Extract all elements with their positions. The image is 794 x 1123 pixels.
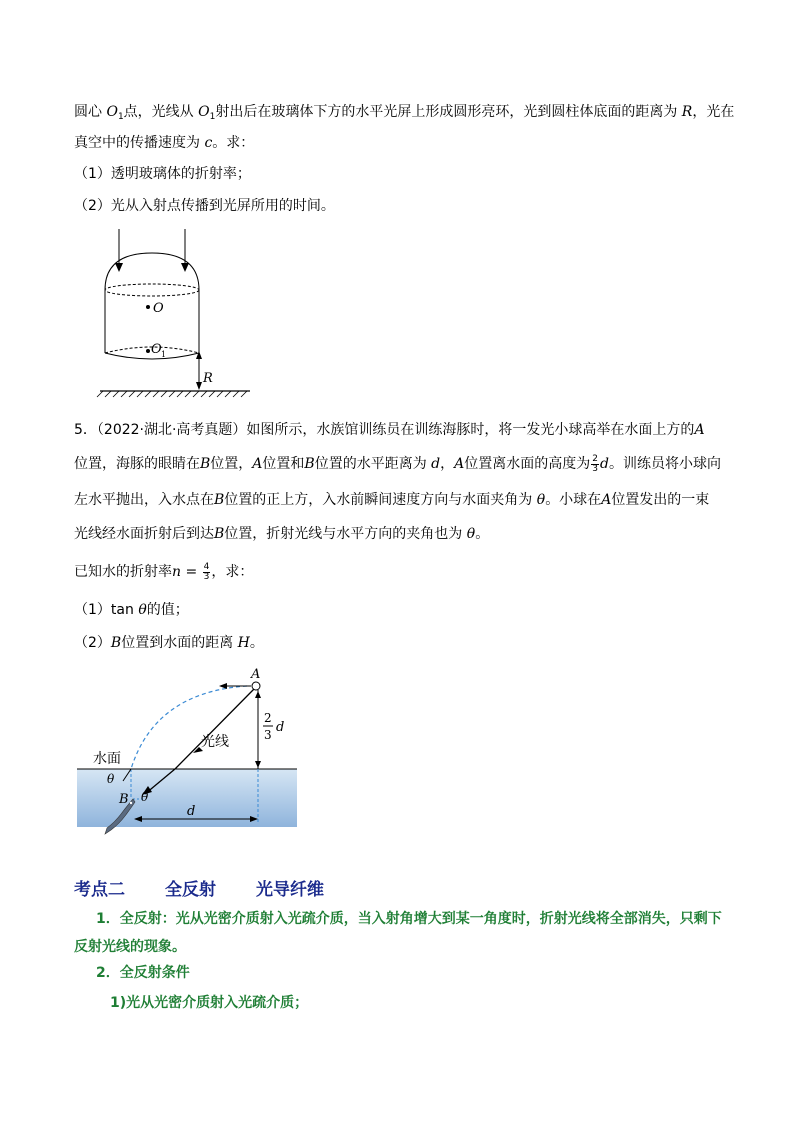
subscript: 1 [117,112,124,122]
var-O1: O [106,104,118,120]
text: 圆心 [74,104,107,120]
total-reflection-def-line2: 反射光线的现象。 [74,939,186,955]
text: 。小球在 [545,492,602,508]
figure-dolphin [75,664,305,839]
var-B: B [214,526,225,542]
text: 位置，折射光线与水平方向的夹角也为 [224,526,467,542]
label-theta-water: θ [107,772,115,786]
problem4-q1: （1）透明玻璃体的折射率； [74,166,251,182]
label-A: A [251,667,261,682]
var-d: d [431,456,441,472]
label-O: O [153,301,164,316]
var-c: c [204,135,213,151]
text: 真空中的传播速度为 [74,135,205,151]
label-frac-d: d [276,720,285,735]
frac-num: 2 [592,453,598,464]
text: ，求： [211,564,254,580]
var-B: B [110,635,122,651]
problem5-line2 [74,454,721,474]
var-A: A [454,456,465,472]
label-O1-sub: 1 [161,350,167,359]
label-R: R [203,371,213,386]
label-theta-B: θ [141,790,149,804]
text: 光线经水面折射后到达 [74,526,214,542]
var-B: B [200,456,211,472]
text: 位置， [210,456,253,472]
text: 位置发出的一束 [611,492,710,508]
var-theta: θ [138,602,147,618]
label-B: B [119,792,129,807]
heading-part2: 全反射 [165,880,216,900]
text: 左水平抛出，入水点在 [74,492,214,508]
fraction-4-3 [203,563,211,582]
var-R: R [681,104,693,120]
text: 位置的水平距离为 [314,456,432,472]
var-theta: θ [466,526,476,542]
problem5-q1 [74,600,189,620]
text: 。 [249,635,264,651]
problem5-line5 [74,562,253,582]
var-H: H [237,635,250,651]
text: 5．（2022·湖北·高考真题）如图所示，水族馆训练员在训练海豚时，将一发光小球高举在水面上方的 [74,422,695,438]
problem5-line1 [74,420,705,440]
frac-num: 4 [203,561,210,572]
var-A: A [252,456,263,472]
text: 点，光线从 [123,104,199,120]
label-light-ray: 光线 [201,734,229,750]
total-reflection-condition-1: 1)光从光密介质射入光疏介质； [110,995,309,1011]
section-heading [74,875,364,900]
label-water-surface: 水面 [93,751,121,767]
label-frac-den: 3 [264,728,272,742]
text: 射出后在玻璃体下方的水平光屏上形成圆形亮环，光到圆柱体底面的距离为 [215,104,682,120]
problem4-line2 [74,133,254,153]
text: 位置离水面的高度为 [464,456,591,472]
problem5-line3 [74,490,709,510]
text: 位置的正上方，入水前瞬间速度方向与水面夹角为 [224,492,537,508]
var-n: n [172,564,182,580]
fraction-2-3 [591,455,599,474]
total-reflection-condition-title: 2．全反射条件 [96,965,190,981]
text: 位置，海豚的眼睛在 [74,456,200,472]
var-O1: O [198,104,210,120]
frac-den: 3 [203,571,210,582]
label-frac-num: 2 [264,711,272,725]
label-d: d [187,804,196,819]
frac-den: 3 [592,463,598,474]
text: 的值； [146,602,189,618]
var-theta: θ [536,492,546,508]
var-A: A [601,492,612,508]
total-reflection-def-line1: 1．全反射：光从光密介质射入光疏介质，当入射角增大到某一角度时，折射光线将全部消失，只剩下 [96,911,722,927]
heading-part3: 光导纤维 [256,880,324,900]
problem4-line1 [74,102,734,127]
figure-cylinder [95,225,255,400]
text: 位置和 [262,456,305,472]
text: = [181,564,202,580]
text: ， [440,456,455,472]
text: 。训练员将小球向 [608,456,721,472]
label-O1: O [151,342,162,357]
var-B: B [304,456,315,472]
text: 位置到水面的距离 [121,635,238,651]
var-d: d [600,456,609,472]
text: 已知水的折射率 [74,564,172,580]
text: （1）tan [74,602,139,618]
text: 。 [475,526,490,542]
problem4-q2: （2）光从入射点传播到光屏所用的时间。 [74,198,335,214]
var-A: A [694,422,705,438]
problem5-line4 [74,524,489,544]
problem5-q2 [74,633,264,653]
heading-part1: 考点二 [74,880,125,900]
var-B: B [214,492,225,508]
text: 。求： [212,135,255,151]
text: （2） [74,635,111,651]
text: ，光在 [692,104,735,120]
subscript: 1 [209,112,216,122]
